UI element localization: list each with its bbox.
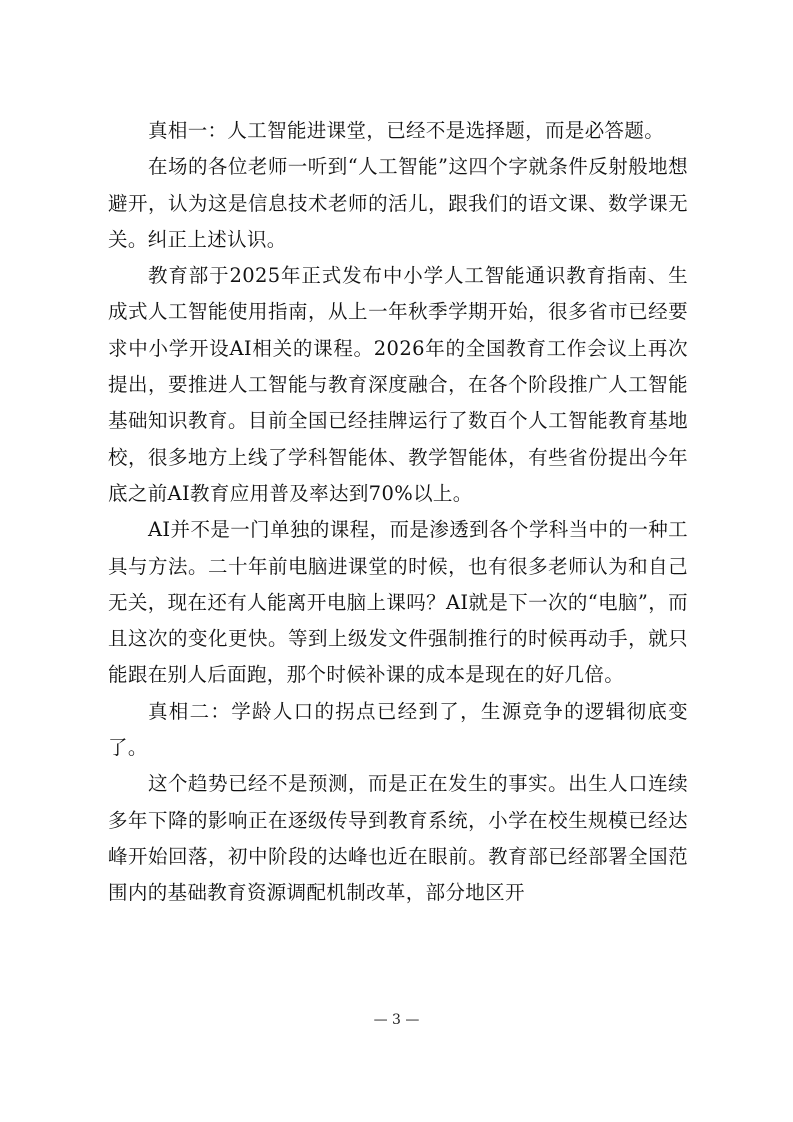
heading-truth-one: 真相一：人工智能进课堂，已经不是选择题，而是必答题。 [148,119,665,142]
paragraph-teacher-attitude: 在场的各位老师一听到“人工智能”这四个字就条件反射般地想避开，认为这是信息技术老师的活儿，跟我们的语文课、数学课无关。纠正上述认识。 [108,155,688,251]
paragraph-policy-background: 教育部于2025年正式发布中小学人工智能通识教育指南、生成式人工智能使用指南，从上一年秋季学期开始，很多省市已经要求中小学开设AI相关的课程。2026年的全国教育工作会议上再次提出，要推进人工智能与教育深度融合，在各个阶段推广人工智能基础知识教育。目前全国已经挂牌运行了数百个人工智能教育基地校，很多地方上线了学科智能体、教学智能体，有些省份提出今年底之前AI教育应用普及率达到70%以上。 [108,264,688,505]
heading-truth-two: 真相二：学龄人口的拐点已经到了，生源竞争的逻辑彻底变了。 [108,699,688,760]
paragraph-population-trend: 这个趋势已经不是预测，而是正在发生的事实。出生人口连续多年下降的影响正在逐级传导到教育系统，小学在校生规模已经达峰开始回落，初中阶段的达峰也近在眼前。教育部已经部署全国范围内的基础教育资源调配机制改革，部分地区开 [108,772,688,905]
document-body [108,113,688,912]
paragraph-ai-as-tool: AI并不是一门单独的课程，而是渗透到各个学科当中的一种工具与方法。二十年前电脑进课堂的时候，也有很多老师认为和自己无关，现在还有人能离开电脑上课吗？AI就是下一次的“电脑”，而且这次的变化更快。等到上级发文件强制推行的时候再动手，就只能跟在别人后面跑，那个时候补课的成本是现在的好几倍。 [108,518,688,687]
page-number: — 3 — [373,1012,420,1028]
